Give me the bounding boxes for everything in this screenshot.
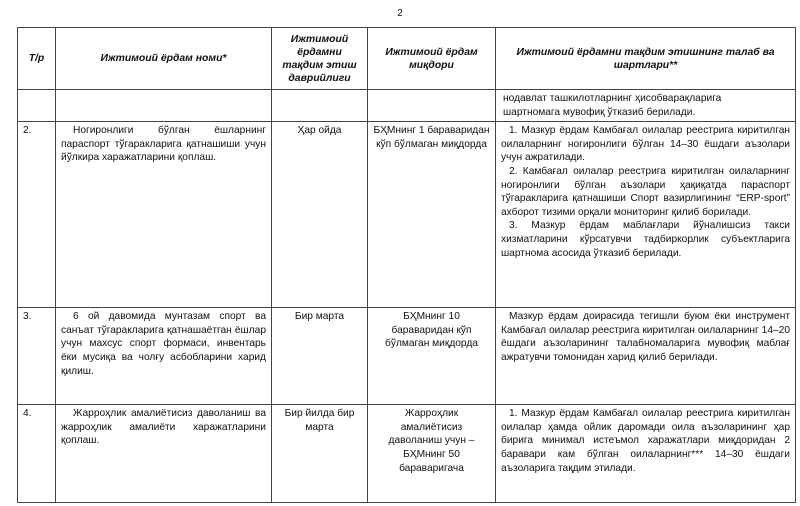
page-number: 2 (397, 8, 403, 19)
assistance-period: Бир марта (272, 308, 368, 405)
table-header-row (18, 28, 796, 90)
assistance-conditions (496, 308, 796, 405)
condition-item: 1. Мазкур ёрдам Камбағал оилалар реестрига киритилган оилаларнинг ногиронлиги бўлган 14–30 ёшдаги аъзолари учун ажратилади. (501, 125, 790, 164)
header-name: Ижтимоий ёрдам номи* (56, 28, 272, 90)
row-number: 3. (18, 308, 56, 405)
assistance-amount: Жарроҳлик амалиётисиз даволаниш учун – БҲМнинг 50 бараваригача (368, 405, 496, 503)
assistance-period: Бир йилда бир марта (272, 405, 368, 503)
condition-item: Мазкур ёрдам доирасида тегишли буюм ёки инструмент Камбағал оилалар реестрига киритилган оилаларнинг 14–20 ёшдаги аъзоларининг талабномаларига мувофиқ маблағ ажратувчи томонидан харид қилиб берилади. (501, 311, 790, 363)
continuation-line: нодавлат ташкилотларнинг ҳисобварақларига (503, 93, 722, 104)
condition-item: 3. Мазкур ёрдам маблағлари йўналишсиз такси хизматларини кўрсатувчи тадбиркорлик субъектларига шартнома асосида ўтказиб берилади. (501, 220, 790, 259)
header-amount: Ижтимоий ёрдам миқдори (368, 28, 496, 90)
continuation-line: шартномага мувофиқ ўтказиб берилади. (503, 106, 696, 118)
assistance-name: Жарроҳлик амалиётисиз даволаниш ва жарроҳлик амалиёти харажатларини қоплаш. (56, 405, 272, 503)
condition-item: 1. Мазкур ёрдам Камбағал оилалар реестрига киритилган оилалар ҳамда ойлик даромади оила аъзоларининг ҳар бирига минимал истеъмол харажатлари миқдоридан 2 баравари кам бўлган оилаларнинг*** 14–30 ёшдаги аъзоларига тақдим этилади. (501, 408, 790, 474)
table-row (18, 308, 796, 405)
assistance-name: 6 ой давомида мунтазам спорт ва санъат тўгаракларига қатнашаётган ёшлар учун махсус спорт формаси, инвентарь ёки мусиқа ва чолғу асбобларини харид қилиш. (56, 308, 272, 405)
assistance-amount: БҲМнинг 1 бараваридан кўп бўлмаган миқдорда (368, 122, 496, 308)
continuation-row (18, 90, 796, 122)
row-number: 4. (18, 405, 56, 503)
table-row (18, 405, 796, 503)
assistance-amount: БҲМнинг 10 бараваридан кўп бўлмаган миқдорда (368, 308, 496, 405)
assistance-conditions (496, 122, 796, 308)
continuation-conditions (496, 90, 796, 122)
row-number: 2. (18, 122, 56, 308)
condition-item: 2. Камбағал оилалар реестрига киритилган оилаларнинг ногиронлиги бўлган аъзолари ҳақиқатда параспорт тўгаракларига қатнашиши Спорт вазирлигининг “ERP-sport” ахборот тизими орқали мониторинг қилиб борилади. (501, 165, 790, 218)
assistance-period: Ҳар ойда (272, 122, 368, 308)
assistance-name: Ногиронлиги бўлган ёшларнинг параспорт тўгаракларига қатнашиши учун йўлкира харажатларини қоплаш. (56, 122, 272, 308)
social-assistance-table (17, 27, 796, 503)
header-conditions: Ижтимоий ёрдамни тақдим этишнинг талаб ва шартлари** (496, 28, 796, 90)
table-row (18, 122, 796, 308)
header-num: Т/р (18, 28, 56, 90)
header-period: Ижтимоий ёрдамни тақдим этиш даврийлиги (272, 28, 368, 90)
assistance-conditions (496, 405, 796, 503)
